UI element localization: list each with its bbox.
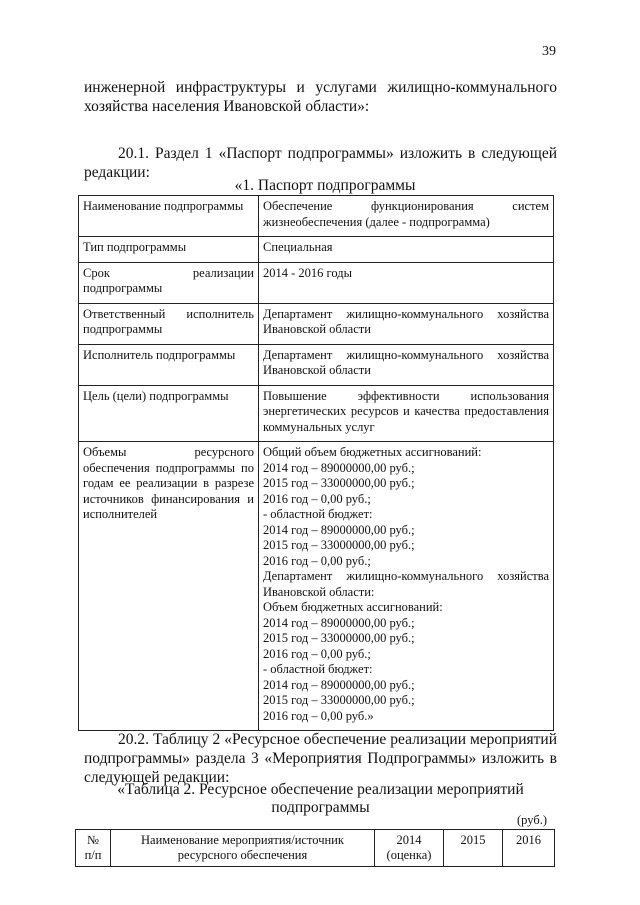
passport-value-line: Обеспечение функционирования систем жизнеобеспечения (далее - подпрограмма) bbox=[263, 199, 549, 229]
passport-value-line: 2015 год – 33000000,00 руб.; bbox=[263, 631, 415, 645]
col-2016-header: 2016 bbox=[503, 830, 555, 867]
col-name-header bbox=[111, 830, 375, 867]
page-number: 39 bbox=[542, 44, 556, 59]
passport-value-line: 2015 год – 33000000,00 руб.; bbox=[263, 538, 415, 552]
passport-title: «1. Паспорт подпрограммы bbox=[234, 177, 416, 194]
table2-title-line-2: подпрограммы bbox=[271, 799, 370, 816]
passport-value-line: 2014 год – 89000000,00 руб.; bbox=[263, 677, 415, 692]
passport-value-line: Департамент жилищно-коммунального хозяйства Ивановской области bbox=[263, 306, 549, 336]
passport-value-line: 2015 год – 33000000,00 руб.; bbox=[263, 476, 415, 490]
col-number-header bbox=[76, 830, 111, 867]
section-20-2 bbox=[84, 730, 557, 787]
passport-row-label: Срок реализации подпрограммы bbox=[79, 262, 259, 303]
passport-row bbox=[79, 344, 554, 385]
passport-value-line: Общий объем бюджетных ассигнований: bbox=[263, 445, 482, 459]
col-2014-line-2: (оценка) bbox=[386, 848, 432, 862]
passport-value-line: 2016 год – 0,00 руб.; bbox=[263, 491, 371, 506]
passport-value-line: 2015 год – 33000000,00 руб.; bbox=[263, 693, 415, 707]
passport-row-value bbox=[259, 262, 554, 303]
passport-row bbox=[79, 303, 554, 344]
passport-row-label: Ответственный исполнитель подпрограммы bbox=[79, 303, 259, 344]
passport-row-value bbox=[259, 385, 554, 442]
col-name-line-1: Наименование мероприятия/источник bbox=[141, 833, 344, 847]
col-number-line-2: п/п bbox=[84, 848, 102, 862]
section-20-2-line-1: 20.2. Таблицу 2 «Ресурсное обеспечение реализации мероприятий bbox=[118, 731, 557, 748]
intro-line-2: хозяйства населения Ивановской области»: bbox=[84, 98, 370, 115]
passport-value-line: Объем бюджетных ассигнований: bbox=[263, 600, 443, 614]
table2-header-row bbox=[76, 830, 555, 867]
passport-value-line: Департамент жилищно-коммунального хозяйства Ивановской области: bbox=[263, 569, 549, 599]
table2-title-line-1: «Таблица 2. Ресурсное обеспечение реализации мероприятий bbox=[117, 781, 524, 798]
passport-row-value bbox=[259, 442, 554, 731]
passport-row bbox=[79, 385, 554, 442]
passport-value-line: - областной бюджет: bbox=[263, 662, 373, 676]
col-2015-header: 2015 bbox=[444, 830, 503, 867]
passport-value-line: 2014 - 2016 годы bbox=[263, 265, 353, 280]
col-2014-header bbox=[375, 830, 444, 867]
passport-value-line: 2014 год – 89000000,00 руб.; bbox=[263, 460, 415, 475]
passport-row-label: Тип подпрограммы bbox=[79, 237, 259, 263]
section-20-2-line-2: подпрограммы» раздела 3 «Мероприятия Подпрограммы» изложить в bbox=[84, 750, 557, 767]
section-20-2-line-3: следующей редакции: bbox=[84, 769, 230, 786]
passport-row bbox=[79, 262, 554, 303]
passport-row-value bbox=[259, 344, 554, 385]
section-20-1-line-2: редакции: bbox=[84, 164, 150, 181]
passport-row bbox=[79, 237, 554, 263]
passport-value-line: 2014 год – 89000000,00 руб.; bbox=[263, 615, 415, 630]
table2-title bbox=[84, 781, 557, 817]
passport-value-line: 2014 год – 89000000,00 руб.; bbox=[263, 522, 415, 537]
passport-row-value bbox=[259, 196, 554, 237]
passport-value-line: 2016 год – 0,00 руб.» bbox=[263, 708, 374, 723]
passport-row bbox=[79, 442, 554, 731]
table2 bbox=[75, 829, 555, 867]
col-number-line-1: № bbox=[87, 833, 99, 847]
passport-row-label: Цель (цели) подпрограммы bbox=[79, 385, 259, 442]
unit-label: (руб.) bbox=[517, 813, 547, 827]
passport-row-value bbox=[259, 237, 554, 263]
passport-row bbox=[79, 196, 554, 237]
passport-row-value bbox=[259, 303, 554, 344]
passport-table bbox=[78, 195, 554, 731]
passport-row-label: Наименование подпрограммы bbox=[79, 196, 259, 237]
passport-value-line: Департамент жилищно-коммунального хозяйства Ивановской области bbox=[263, 347, 549, 377]
passport-value-line: 2016 год – 0,00 руб.; bbox=[263, 553, 371, 568]
col-2014-line-1: 2014 bbox=[396, 833, 422, 847]
intro-line-1: инженерной инфраструктуры и услугами жилищно-коммунального bbox=[84, 79, 557, 96]
passport-row-label: Объемы ресурсного обеспечения подпрограммы по годам ее реализации в разрезе источников финансирования и исполнителей bbox=[79, 442, 259, 731]
intro-paragraph bbox=[84, 78, 557, 116]
section-20-1-line-1: 20.1. Раздел 1 «Паспорт подпрограммы» изложить в следующей bbox=[118, 145, 557, 162]
passport-value-line: Специальная bbox=[263, 240, 333, 254]
col-name-line-2: ресурсного обеспечения bbox=[177, 848, 308, 862]
passport-value-line: - областной бюджет: bbox=[263, 507, 373, 521]
passport-value-line: 2016 год – 0,00 руб.; bbox=[263, 646, 371, 661]
passport-row-label: Исполнитель подпрограммы bbox=[79, 344, 259, 385]
passport-value-line: Повышение эффективности использования энергетических ресурсов и качества предоставления коммунальных услуг bbox=[263, 388, 549, 434]
